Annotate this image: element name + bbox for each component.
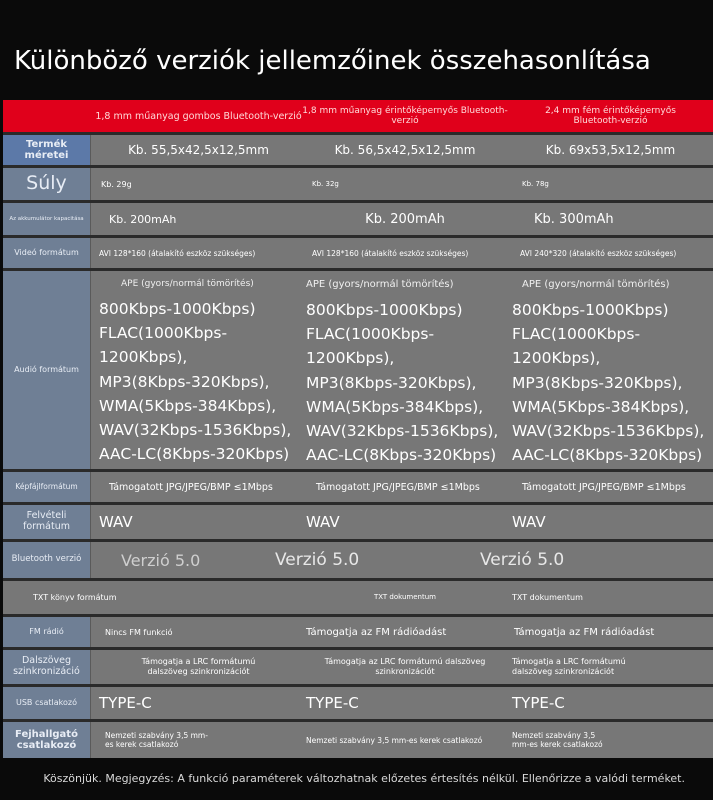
weight-value-3: Kb. 78g xyxy=(522,180,549,188)
table-row xyxy=(3,135,713,165)
audio-cell-3 xyxy=(508,271,713,469)
weight-value-1: Kb. 29g xyxy=(101,179,132,189)
table-row xyxy=(3,542,713,578)
audio-body-2: 800Kbps-1000Kbps) FLAC(1000Kbps- 1200Kbps), MP3(8Kbps-320Kbps), WMA(5Kbps-384Kbps), WAV(32Kbps-1536Kbps), AAC-LC(8Kbps-320Kbps) xyxy=(306,301,499,465)
row-label-lyrics: Dalszöveg szinkronizáció xyxy=(3,650,91,684)
audio-cell-1 xyxy=(95,271,302,469)
table-row xyxy=(3,617,713,647)
usb-value-2: TYPE-C xyxy=(306,694,359,712)
table-row xyxy=(3,722,713,758)
audio-head-1: APE (gyors/normál tömörítés) xyxy=(121,279,254,289)
table-row xyxy=(3,168,713,200)
row-label-txt: TXT könyv formátum xyxy=(33,593,117,602)
image-value-1: Támogatott JPG/JPEG/BMP ≤1Mbps xyxy=(109,481,273,493)
row-label-bluetooth: Bluetooth verzió xyxy=(3,542,91,578)
image-value-2: Támogatott JPG/JPEG/BMP ≤1Mbps xyxy=(316,481,480,493)
fm-value-2: Támogatja az FM rádióadást xyxy=(306,626,447,638)
table-row xyxy=(3,687,713,719)
lyrics-value-2: Támogatja az LRC formátumú dalszöveg szinkronizációt xyxy=(324,657,486,676)
bluetooth-value-3: Verzió 5.0 xyxy=(480,550,565,570)
lyrics-value-1: Támogatja a LRC formátumú dalszöveg szinkronizációt xyxy=(141,657,256,676)
size-value-1: Kb. 55,5x42,5x12,5mm xyxy=(128,143,269,157)
row-label-weight: Súly xyxy=(3,168,91,200)
row-label-audio: Audió formátum xyxy=(3,271,91,469)
size-value-2: Kb. 56,5x42,5x12,5mm xyxy=(334,143,476,157)
row-label-headphone: Fejhallgató csatlakozó xyxy=(3,722,91,758)
audio-cell-2 xyxy=(302,271,508,469)
usb-value-3: TYPE-C xyxy=(512,694,565,712)
headphone-value-1: Nemzeti szabvány 3,5 mm-es kerek csatlakozó xyxy=(105,731,208,749)
fm-value-1: Nincs FM funkció xyxy=(105,627,173,637)
row-label-record: Felvételi formátum xyxy=(3,505,91,539)
usb-value-1: TYPE-C xyxy=(99,694,152,712)
headphone-value-2: Nemzeti szabvány 3,5 mm-es kerek csatlakozó xyxy=(306,735,483,745)
video-value-1: AVI 128*160 (átalakító eszköz szükséges) xyxy=(99,248,256,258)
record-value-3: WAV xyxy=(512,513,546,531)
row-label-usb: USB csatlakozó xyxy=(3,687,91,719)
battery-value-2: Kb. 200mAh xyxy=(365,211,445,227)
lyrics-value-3: Támogatja a LRC formátumú dalszöveg szinkronizációt xyxy=(512,657,626,676)
row-label-video: Videó formátum xyxy=(3,238,91,268)
txt-value-3: TXT dokumentum xyxy=(512,593,583,602)
row-label-image: Képfájlformátum xyxy=(3,472,91,502)
footer-note: Köszönjük. Megjegyzés: A funkció paraméterek változhatnak előzetes értesítés nélkül. Ellenőrizze a valódi terméket. xyxy=(43,772,685,785)
weight-value-2: Kb. 32g xyxy=(312,180,339,188)
record-value-1: WAV xyxy=(99,513,133,531)
header-col-1: 1,8 mm műanyag gombos Bluetooth-verzió xyxy=(95,110,302,122)
bluetooth-value-2: Verzió 5.0 xyxy=(275,550,360,570)
audio-head-3: APE (gyors/normál tömörítés) xyxy=(522,279,670,290)
image-value-3: Támogatott JPG/JPEG/BMP ≤1Mbps xyxy=(522,481,686,493)
table-row xyxy=(3,505,713,539)
row-label-battery: Az akkumulátor kapacitása xyxy=(3,203,91,235)
table-row xyxy=(3,238,713,268)
table-row xyxy=(3,271,713,469)
txt-value-2: TXT dokumentum xyxy=(373,593,436,602)
table-row xyxy=(3,581,713,614)
audio-body-1: 800Kbps-1000Kbps) FLAC(1000Kbps- 1200Kbps), MP3(8Kbps-320Kbps), WMA(5Kbps-384Kbps), WAV(32Kbps-1536Kbps), AAC-LC(8Kbps-320Kbps) xyxy=(99,300,292,464)
table-row xyxy=(3,472,713,502)
page-title: Különböző verziók jellemzőinek összehasonlítása xyxy=(14,46,651,76)
table-header-row xyxy=(3,100,713,132)
video-value-3: AVI 240*320 (átalakító eszköz szükséges) xyxy=(520,248,677,258)
battery-value-1: Kb. 200mAh xyxy=(109,212,177,226)
audio-head-2: APE (gyors/normál tömörítés) xyxy=(306,279,454,290)
row-label-fm: FM rádió xyxy=(3,617,91,647)
header-col-2: 1,8 mm műanyag érintőképernyős Bluetooth-verzió xyxy=(302,105,508,126)
audio-body-3: 800Kbps-1000Kbps) FLAC(1000Kbps- 1200Kbps), MP3(8Kbps-320Kbps), WMA(5Kbps-384Kbps), WAV(32Kbps-1536Kbps), AAC-LC(8Kbps-320Kbps) xyxy=(512,301,705,465)
bluetooth-value-1: Verzió 5.0 xyxy=(121,550,201,570)
row-label-size: Termék méretei xyxy=(3,135,91,165)
table-row xyxy=(3,650,713,684)
fm-value-3: Támogatja az FM rádióadást xyxy=(514,626,655,638)
headphone-value-3: Nemzeti szabvány 3,5 mm-es kerek csatlakozó xyxy=(512,731,603,749)
size-value-3: Kb. 69x53,5x12,5mm xyxy=(545,143,676,157)
video-value-2: AVI 128*160 (átalakító eszköz szükséges) xyxy=(312,248,469,258)
battery-value-3: Kb. 300mAh xyxy=(534,211,614,227)
comparison-table xyxy=(3,100,713,762)
table-row xyxy=(3,203,713,235)
record-value-2: WAV xyxy=(306,513,340,531)
header-col-3: 2,4 mm fém érintőképernyős Bluetooth-verzió xyxy=(545,105,676,126)
